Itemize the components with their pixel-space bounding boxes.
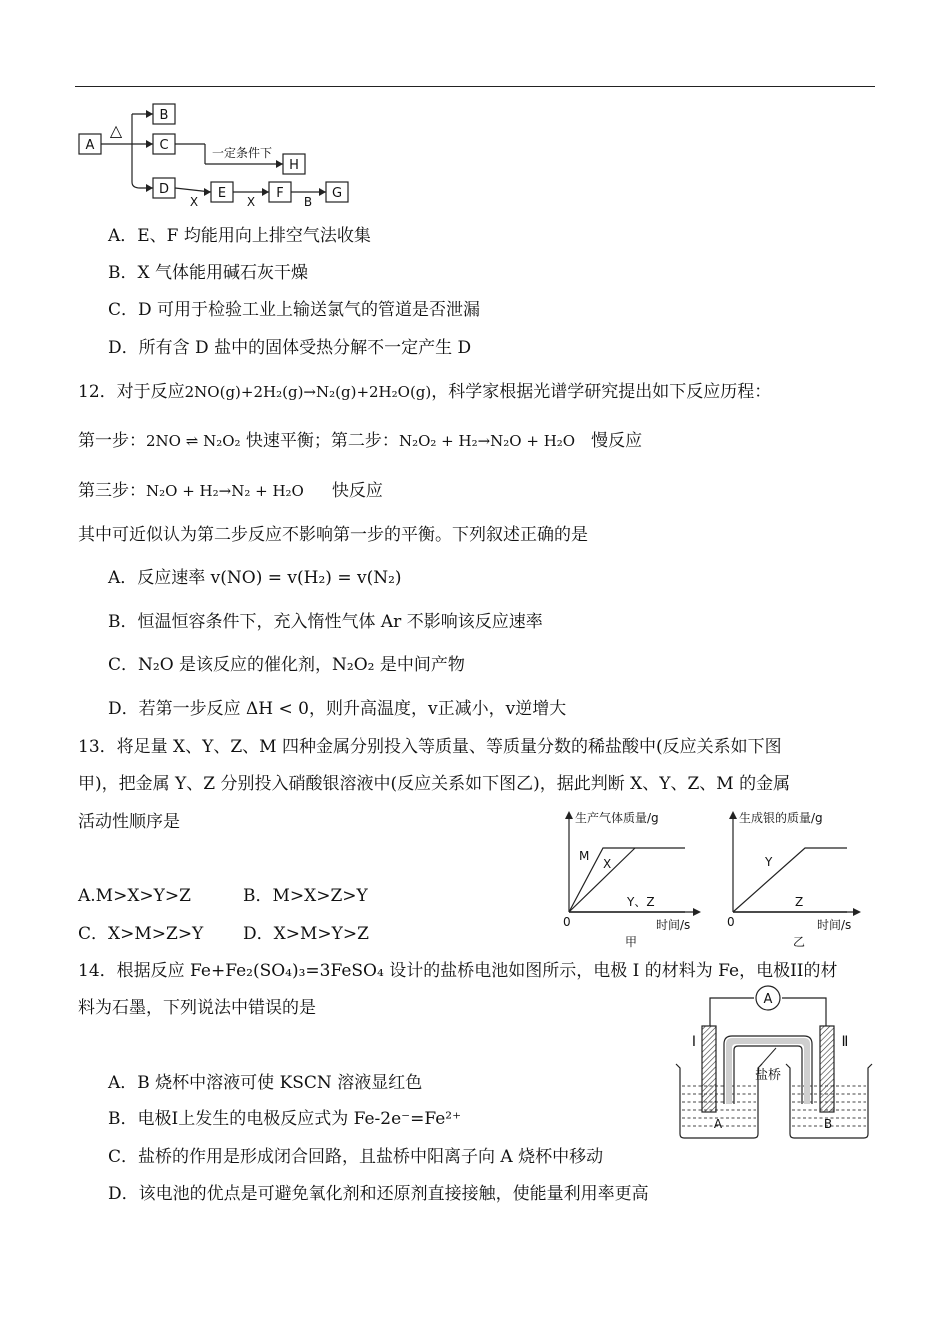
top-rule: [75, 86, 875, 87]
q13-option-a: A.M>X>Y>Z: [78, 886, 191, 906]
q13-stem-line3: 活动性顺序是: [78, 812, 180, 832]
q12-option-b: B．恒温恒容条件下，充入惰性气体 Ar 不影响该反应速率: [108, 612, 543, 632]
q14-option-b: B．电极I上发生的电极反应式为 Fe-2e⁻=Fe²⁺: [108, 1109, 462, 1129]
node-b: B: [159, 108, 169, 123]
q11-option-c: C．D 可用于检验工业上输送氯气的管道是否泄漏: [108, 300, 481, 320]
node-f: F: [276, 186, 284, 201]
q14-option-c: C．盐桥的作用是形成闭合回路，且盐桥中阳离子向 A 烧杯中移动: [108, 1147, 604, 1167]
node-a: A: [85, 138, 95, 153]
heat-symbol: △: [109, 121, 123, 140]
arrow-label-b: B: [303, 195, 313, 209]
step1-label: 第一步：: [78, 431, 146, 451]
q12-stem-pre: 12．对于反应: [78, 382, 185, 402]
q14-option-d: D．该电池的优点是可避免氧化剂和还原剂直接接触，使能量利用率更高: [108, 1184, 649, 1204]
q12-stem-post: ，科学家根据光谱学研究提出如下反应历程：: [431, 382, 772, 402]
node-h: H: [289, 158, 299, 173]
chart2-caption: 乙: [793, 935, 806, 949]
step3-equation: N₂O + H₂→N₂ + H₂O: [146, 482, 304, 500]
node-d: D: [158, 182, 170, 197]
node-c: C: [159, 138, 169, 153]
q12-equation: 2NO(g)+2H₂(g)→N₂(g)+2H₂O(g): [184, 383, 432, 401]
q13-option-c: C．X>M>Z>Y: [78, 924, 204, 944]
condition-label: 一定条件下: [211, 146, 273, 160]
chart1-label-x: X: [603, 857, 612, 871]
q13-graphs: [555, 808, 865, 952]
chart1-label-yz: Y、Z: [627, 895, 655, 909]
chart1-xlabel: 时间/s: [656, 918, 691, 932]
beaker-b-label: B: [823, 1117, 833, 1131]
q12-option-d: D．若第一步反应 ΔH < 0，则升高温度，v正减小，v逆增大: [108, 699, 567, 719]
chart2-label-z: Z: [795, 895, 804, 909]
step1-equation: 2NO ⇌ N₂O₂: [146, 432, 241, 450]
salt-bridge-cell-diagram: [668, 984, 878, 1142]
arrow-label-x2: X: [246, 195, 256, 209]
chart2-origin: 0: [727, 915, 735, 929]
q14-stem-line1: 14．根据反应 Fe+Fe₂(SO₄)₃=3FeSO₄ 设计的盐桥电池如图所示，电极 I 的材料为 Fe，电极II的材: [78, 961, 838, 981]
q11-option-d: D．所有含 D 盐中的固体受热分解不一定产生 D: [108, 338, 472, 358]
chart1-label-m: M: [579, 849, 590, 863]
node-e: E: [217, 186, 227, 201]
q12-steps-1-2: [78, 429, 642, 453]
step3-note: 快反应: [331, 481, 383, 501]
q12-note: 其中可近似认为第二步反应不影响第一步的平衡。下列叙述正确的是: [78, 525, 588, 545]
q12-option-c: C．N₂O 是该反应的催化剂，N₂O₂ 是中间产物: [108, 655, 465, 675]
chart2-ylabel: 生成银的质量/g: [739, 811, 823, 825]
q14-stem-line2: 料为石墨，下列说法中错误的是: [78, 998, 316, 1018]
q14-option-a: A．B 烧杯中溶液可使 KSCN 溶液显红色: [108, 1073, 423, 1093]
q13-option-d: D．X>M>Y>Z: [243, 924, 369, 944]
chart2-label-y: Y: [765, 855, 773, 869]
q12-option-a: A．反应速率 v(NO) = v(H₂) = v(N₂): [108, 568, 402, 588]
arrow-label-x1: X: [189, 195, 199, 209]
q11-option-a: A．E、F 均能用向上排空气法收集: [108, 226, 371, 246]
chart1-ylabel: 生产气体质量/g: [575, 811, 659, 825]
chart1-origin: 0: [563, 915, 571, 929]
salt-bridge-label: 盐桥: [754, 1068, 782, 1083]
chart1-caption: 甲: [625, 935, 638, 949]
step1-note: 快速平衡；第二步：: [240, 431, 399, 451]
beaker-a-label: A: [713, 1117, 723, 1131]
q13-stem-line2: 甲)，把金属 Y、Z 分别投入硝酸银溶液中(反应关系如下图乙)，据此判断 X、Y、Z、M 的金属: [78, 774, 791, 794]
q13-option-b: B．M>X>Z>Y: [243, 886, 368, 906]
step2-note: 慢反应: [591, 431, 643, 451]
node-g: G: [331, 186, 343, 201]
q11-option-b: B．X 气体能用碱石灰干燥: [108, 263, 308, 283]
electrode-2-label: Ⅱ: [841, 1034, 849, 1050]
q12-step-3: [78, 479, 383, 503]
flow-diagram: [70, 98, 370, 210]
ammeter-label: A: [763, 992, 773, 1007]
chart2-xlabel: 时间/s: [817, 918, 852, 932]
step2-equation: N₂O₂ + H₂→N₂O + H₂O: [398, 432, 576, 450]
electrode-1-label: I: [691, 1034, 697, 1050]
step3-label: 第三步：: [78, 481, 146, 501]
q13-stem-line1: 13．将足量 X、Y、Z、M 四种金属分别投入等质量、等质量分数的稀盐酸中(反应关系如下图: [78, 737, 782, 757]
q12-stem: [78, 380, 771, 404]
